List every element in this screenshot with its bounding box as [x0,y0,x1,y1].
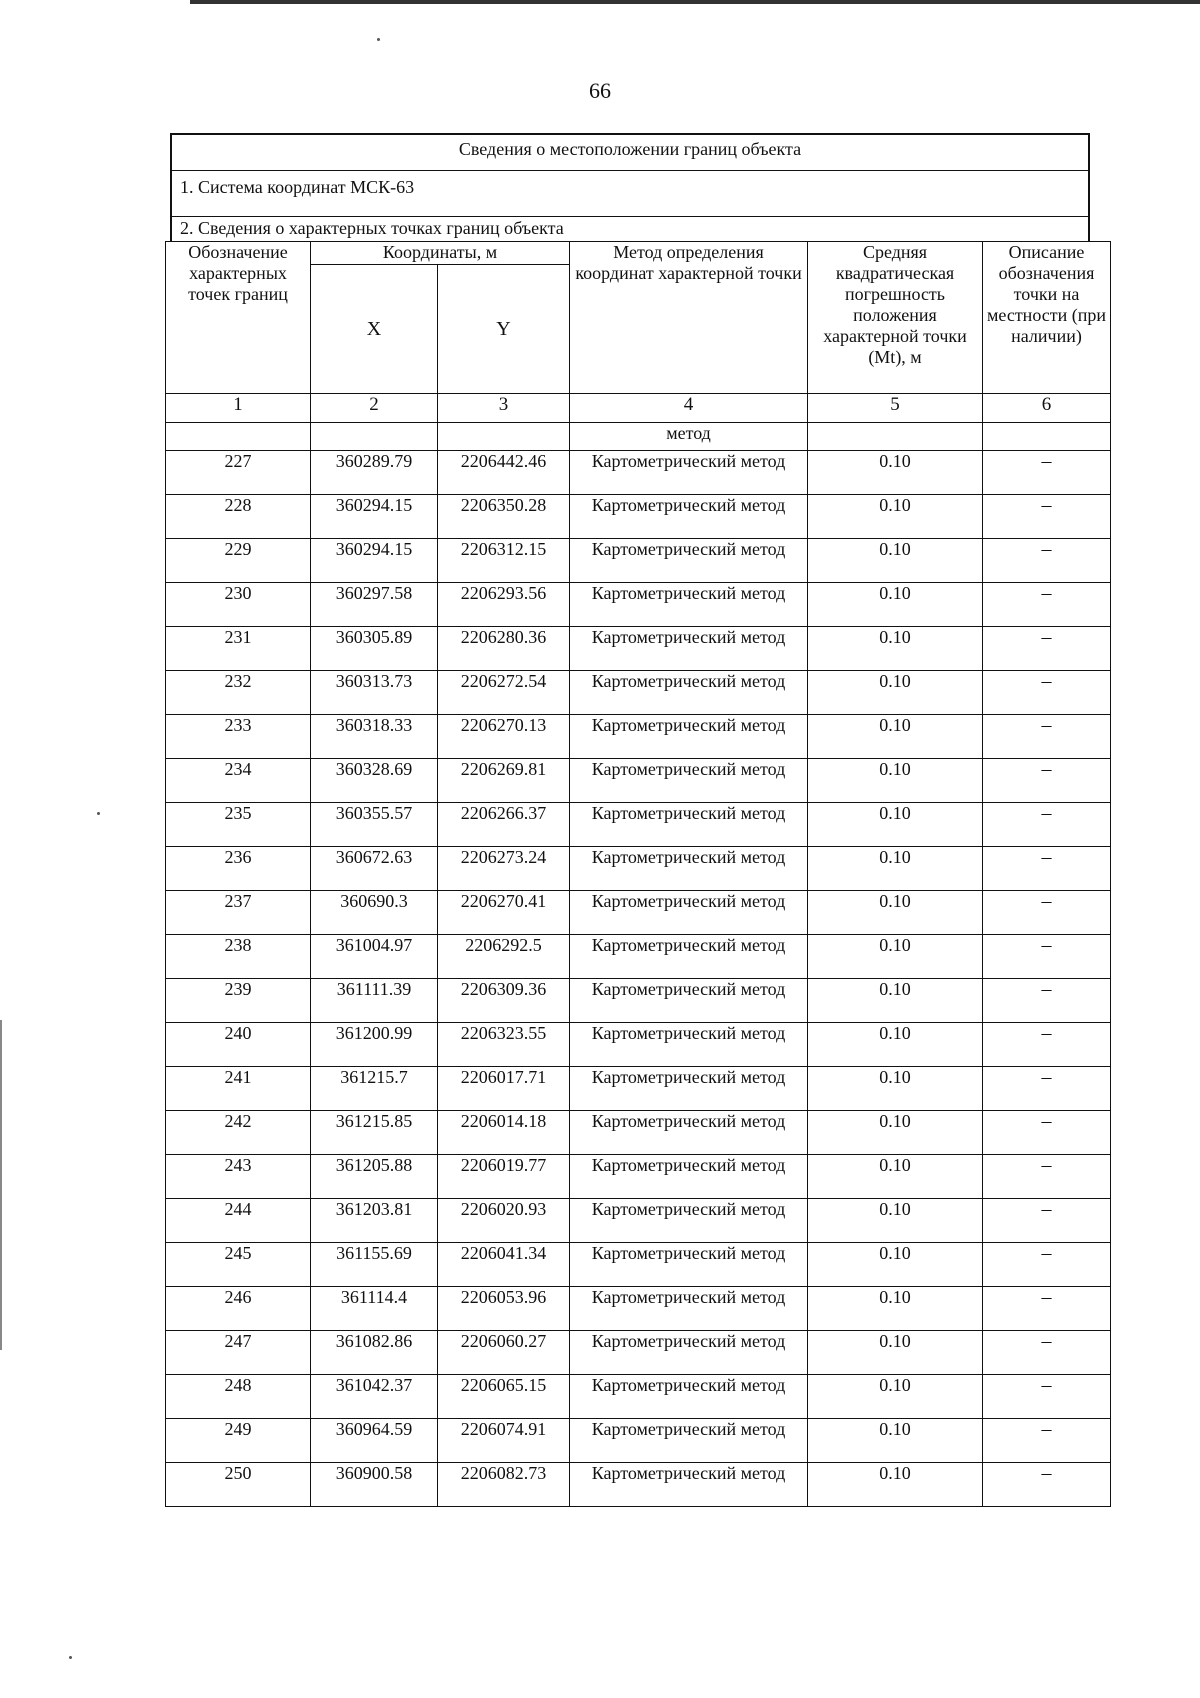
column-number: 6 [983,394,1111,423]
coord-y: 2206442.46 [438,451,570,495]
point-number: 238 [166,935,311,979]
coord-x: 360313.73 [311,671,438,715]
method: Картометрический метод [570,671,808,715]
point-description: – [983,1111,1111,1155]
method: Картометрический метод [570,1375,808,1419]
method: Картометрический метод [570,1067,808,1111]
column-number: 2 [311,394,438,423]
coord-y: 2206019.77 [438,1155,570,1199]
coord-x: 361114.4 [311,1287,438,1331]
mean-error: 0.10 [808,583,983,627]
point-number: 249 [166,1419,311,1463]
table-row [166,1155,1111,1199]
coord-x: 361111.39 [311,979,438,1023]
mean-error: 0.10 [808,1463,983,1507]
method: Картометрический метод [570,451,808,495]
point-description: – [983,539,1111,583]
method: Картометрический метод [570,1111,808,1155]
coord-y: 2206273.24 [438,847,570,891]
point-description: – [983,1243,1111,1287]
header-y: Y [438,265,570,394]
coord-y: 2206053.96 [438,1287,570,1331]
point-number: 239 [166,979,311,1023]
point-number: 242 [166,1111,311,1155]
coord-y: 2206266.37 [438,803,570,847]
column-number: 4 [570,394,808,423]
point-description: – [983,1023,1111,1067]
mean-error: 0.10 [808,1023,983,1067]
point-number: 250 [166,1463,311,1507]
point-description: – [983,935,1111,979]
point-number: 246 [166,1287,311,1331]
method: Картометрический метод [570,1155,808,1199]
point-description: – [983,495,1111,539]
coord-x: 361082.86 [311,1331,438,1375]
point-number: 231 [166,627,311,671]
coord-x: 361215.85 [311,1111,438,1155]
header-description: Описание обозначения точки на местности (при наличии) [983,242,1111,394]
table-row [166,847,1111,891]
table-row [166,1331,1111,1375]
point-description: – [983,1419,1111,1463]
table-row [166,539,1111,583]
method: Картометрический метод [570,539,808,583]
mean-error: 0.10 [808,979,983,1023]
point-description: – [983,759,1111,803]
method: Картометрический метод [570,979,808,1023]
table-row [166,803,1111,847]
point-description: – [983,671,1111,715]
points-table [165,241,1111,1507]
coord-x: 360289.79 [311,451,438,495]
empty-cell [438,423,570,451]
table-row [166,1067,1111,1111]
scan-edge [190,0,1200,4]
coord-y: 2206269.81 [438,759,570,803]
section-title: Сведения о местоположении границ объекта [172,135,1088,171]
coord-x: 360690.3 [311,891,438,935]
point-number: 236 [166,847,311,891]
empty-cell [808,423,983,451]
point-description: – [983,803,1111,847]
coord-x: 361155.69 [311,1243,438,1287]
coord-y: 2206270.13 [438,715,570,759]
coord-y: 2206323.55 [438,1023,570,1067]
point-number: 248 [166,1375,311,1419]
mean-error: 0.10 [808,1243,983,1287]
coord-x: 361200.99 [311,1023,438,1067]
mean-error: 0.10 [808,671,983,715]
coord-x: 361215.7 [311,1067,438,1111]
coord-y: 2206060.27 [438,1331,570,1375]
mean-error: 0.10 [808,847,983,891]
method: Картометрический метод [570,583,808,627]
point-description: – [983,891,1111,935]
coord-y: 2206020.93 [438,1199,570,1243]
coord-x: 360294.15 [311,539,438,583]
mean-error: 0.10 [808,1375,983,1419]
column-number: 3 [438,394,570,423]
coord-y: 2206082.73 [438,1463,570,1507]
mean-error: 0.10 [808,891,983,935]
point-description: – [983,1331,1111,1375]
coord-x: 360355.57 [311,803,438,847]
header-error: Средняя квадратическая погрешность положения характерной точки (Mt), м [808,242,983,394]
point-number: 240 [166,1023,311,1067]
coord-y: 2206309.36 [438,979,570,1023]
empty-cell [166,423,311,451]
column-number: 1 [166,394,311,423]
coord-x: 361042.37 [311,1375,438,1419]
coord-y: 2206293.56 [438,583,570,627]
method: Картометрический метод [570,847,808,891]
point-number: 228 [166,495,311,539]
scan-speck [97,812,100,815]
coord-y: 2206041.34 [438,1243,570,1287]
point-number: 233 [166,715,311,759]
mean-error: 0.10 [808,935,983,979]
method: Картометрический метод [570,803,808,847]
method: Картометрический метод [570,1023,808,1067]
point-description: – [983,627,1111,671]
point-description: – [983,1463,1111,1507]
point-number: 229 [166,539,311,583]
mean-error: 0.10 [808,1419,983,1463]
coordinate-system: 1. Система координат МСК-63 [172,171,1088,217]
point-number: 243 [166,1155,311,1199]
coord-y: 2206017.71 [438,1067,570,1111]
method: Картометрический метод [570,1463,808,1507]
point-description: – [983,1067,1111,1111]
table-header-row [166,242,1111,265]
point-number: 230 [166,583,311,627]
method: Картометрический метод [570,891,808,935]
point-description: – [983,1287,1111,1331]
mean-error: 0.10 [808,1331,983,1375]
method: Картометрический метод [570,1331,808,1375]
coord-x: 360297.58 [311,583,438,627]
column-number: 5 [808,394,983,423]
method: Картометрический метод [570,627,808,671]
coord-y: 2206272.54 [438,671,570,715]
coord-x: 361203.81 [311,1199,438,1243]
table-row [166,1199,1111,1243]
table-row [166,671,1111,715]
coord-y: 2206280.36 [438,627,570,671]
point-number: 247 [166,1331,311,1375]
point-description: – [983,847,1111,891]
coord-x: 360305.89 [311,627,438,671]
mean-error: 0.10 [808,715,983,759]
empty-cell [311,423,438,451]
coord-x: 360318.33 [311,715,438,759]
point-number: 235 [166,803,311,847]
mean-error: 0.10 [808,759,983,803]
header-designation: Обозначение характерных точек границ [166,242,311,394]
method: Картометрический метод [570,1199,808,1243]
mean-error: 0.10 [808,803,983,847]
method: Картометрический метод [570,1287,808,1331]
coord-x: 361205.88 [311,1155,438,1199]
point-description: – [983,1199,1111,1243]
coord-x: 360328.69 [311,759,438,803]
method: Картометрический метод [570,1243,808,1287]
scan-speck [377,38,380,41]
table-row [166,715,1111,759]
point-description: – [983,979,1111,1023]
table-row [166,627,1111,671]
mean-error: 0.10 [808,539,983,583]
point-number: 232 [166,671,311,715]
mean-error: 0.10 [808,1067,983,1111]
point-number: 244 [166,1199,311,1243]
coord-x: 360964.59 [311,1419,438,1463]
table-row [166,935,1111,979]
table-row [166,759,1111,803]
continued-row [166,423,1111,451]
empty-cell [983,423,1111,451]
coord-y: 2206292.5 [438,935,570,979]
table-row [166,1375,1111,1419]
header-coordinates: Координаты, м [311,242,570,265]
continued-method: метод [570,423,808,451]
point-number: 245 [166,1243,311,1287]
table-row [166,451,1111,495]
coord-x: 361004.97 [311,935,438,979]
mean-error: 0.10 [808,1287,983,1331]
method: Картометрический метод [570,935,808,979]
table-row [166,495,1111,539]
scan-margin-line [0,1020,2,1350]
coord-x: 360900.58 [311,1463,438,1507]
table-row [166,1419,1111,1463]
column-number-row [166,394,1111,423]
mean-error: 0.10 [808,627,983,671]
method: Картометрический метод [570,1419,808,1463]
points-heading: 2. Сведения о характерных точках границ объекта [180,218,564,238]
method: Картометрический метод [570,495,808,539]
coord-y: 2206312.15 [438,539,570,583]
table-row [166,1111,1111,1155]
table-row [166,1243,1111,1287]
mean-error: 0.10 [808,1155,983,1199]
scan-speck [69,1656,72,1659]
point-number: 237 [166,891,311,935]
point-description: – [983,715,1111,759]
header-method: Метод определения координат характерной точки [570,242,808,394]
section-frame [170,133,1090,241]
table-row [166,1463,1111,1507]
point-number: 234 [166,759,311,803]
coord-x: 360672.63 [311,847,438,891]
table-row [166,583,1111,627]
mean-error: 0.10 [808,1199,983,1243]
coord-y: 2206014.18 [438,1111,570,1155]
point-description: – [983,451,1111,495]
coord-y: 2206065.15 [438,1375,570,1419]
table-row [166,1023,1111,1067]
point-number: 227 [166,451,311,495]
table-row [166,1287,1111,1331]
point-description: – [983,1155,1111,1199]
coord-y: 2206074.91 [438,1419,570,1463]
method: Картометрический метод [570,715,808,759]
point-description: – [983,583,1111,627]
coord-x: 360294.15 [311,495,438,539]
header-x: X [311,265,438,394]
table-row [166,891,1111,935]
method: Картометрический метод [570,759,808,803]
coord-y: 2206270.41 [438,891,570,935]
page-number: 66 [589,78,611,103]
mean-error: 0.10 [808,1111,983,1155]
point-number: 241 [166,1067,311,1111]
mean-error: 0.10 [808,495,983,539]
table-row [166,979,1111,1023]
point-description: – [983,1375,1111,1419]
mean-error: 0.10 [808,451,983,495]
coord-y: 2206350.28 [438,495,570,539]
